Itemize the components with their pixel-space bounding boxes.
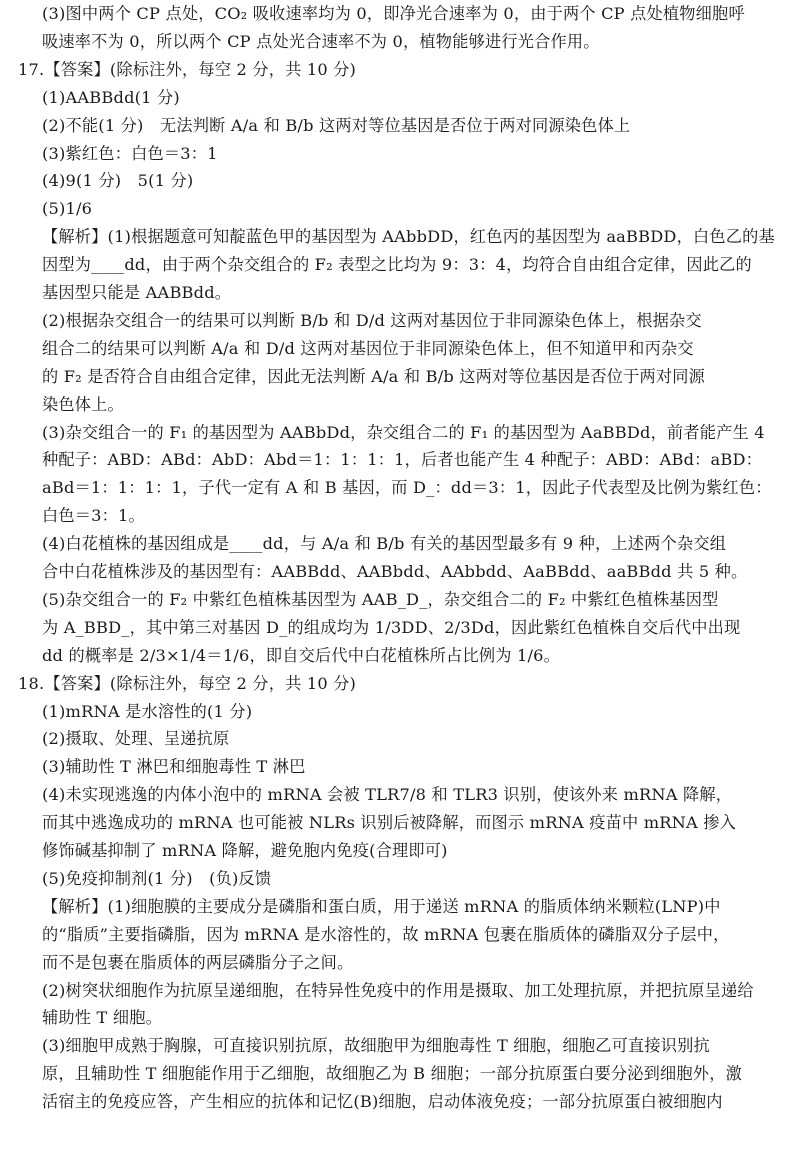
text-line: 染色体上。 (42, 394, 124, 414)
analysis-heading-17: 【解析】(1)根据题意可知靛蓝色甲的基因型为 AAbbDD，红色丙的基因型为 aaBBDD，白色乙的基 (42, 227, 775, 247)
answer-heading-17: 17.【答案】(除标注外，每空 2 分，共 10 分) (18, 59, 357, 79)
text-line: (2)不能(1 分) 无法判断 A/a 和 B/b 这两对等位基因是否位于两对同源染色体上 (42, 115, 631, 135)
text-line: (2)树突状细胞作为抗原呈递细胞，在特异性免疫中的作用是摄取、加工处理抗原，并把抗原呈递给 (42, 980, 754, 1000)
text-line: 的 F₂ 是否符合自由组合定律，因此无法判断 A/a 和 B/b 这两对等位基因是否位于两对同源 (42, 366, 706, 386)
text-line: (3)图中两个 CP 点处，CO₂ 吸收速率均为 0，即净光合速率为 0，由于两个 CP 点处植物细胞呼 (42, 4, 745, 23)
text-line: 的“脂质”主要指磷脂，因为 mRNA 是水溶性的，故 mRNA 包裹在脂质体的磷脂双分子层中， (42, 924, 730, 944)
text-line: 组合二的结果可以判断 A/a 和 D/d 这两对基因位于非同源染色体上，但不知道甲和丙杂交 (42, 338, 694, 358)
text-line: (5)免疫抑制剂(1 分) (负)反馈 (42, 868, 272, 888)
text-line: aBd＝1：1：1：1，子代一定有 A 和 B 基因，而 D_：dd＝3：1，因此子代表型及比例为紫红色： (42, 478, 772, 498)
text-line: 活宿主的免疫应答，产生相应的抗体和记忆(B)细胞，启动体液免疫；一部分抗原蛋白被细胞内 (42, 1092, 723, 1112)
text-line: (2)根据杂交组合一的结果可以判断 B/b 和 D/d 这两对基因位于非同源染色体上，根据杂交 (42, 310, 702, 330)
answer-heading-18: 18.【答案】(除标注外，每空 2 分，共 10 分) (18, 673, 357, 693)
text-line: 原，且辅助性 T 细胞能作用于乙细胞，故细胞乙为 B 细胞；一部分抗原蛋白要分泌到细胞外，激 (42, 1064, 742, 1084)
text-line: 种配子：ABD：ABd：AbD：Abd＝1：1：1：1，后者也能产生 4 种配子：ABD：ABd：aBD： (42, 450, 763, 470)
text-line: (3)细胞甲成熟于胸腺，可直接识别抗原，故细胞甲为细胞毒性 T 细胞，细胞乙可直接识别抗 (42, 1036, 710, 1056)
text-line: 合中白花植株涉及的基因型有：AABBdd、AABbdd、AAbbdd、AaBBdd、aaBBdd 共 5 种。 (42, 562, 748, 581)
text-line: (3)辅助性 T 淋巴和细胞毒性 T 淋巴 (42, 757, 306, 777)
text-line: (2)摄取、处理、呈递抗原 (42, 729, 230, 749)
text-line: 因型为____dd，由于两个杂交组合的 F₂ 表型之比均为 9：3：4，均符合自由组合定律，因此乙的 (42, 255, 752, 275)
text-line: 辅助性 T 细胞。 (42, 1008, 163, 1028)
text-line: 吸速率不为 0，所以两个 CP 点处光合速率不为 0，植物能够进行光合作用。 (42, 31, 600, 51)
text-line: dd 的概率是 2/3×1/4＝1/6，即自交后代中白花植株所占比例为 1/6。 (42, 645, 561, 665)
analysis-heading-18: 【解析】(1)细胞膜的主要成分是磷脂和蛋白质，用于递送 mRNA 的脂质体纳米颗粒(LNP)中 (42, 896, 721, 916)
text-line: 白色＝3：1。 (42, 506, 145, 526)
text-line: (4)白花植株的基因组成是____dd，与 A/a 和 B/b 有关的基因型最多有 9 种，上述两个杂交组 (42, 534, 727, 554)
text-line: 而不是包裹在脂质体的两层磷脂分子之间。 (42, 952, 354, 972)
text-line: (5)杂交组合一的 F₂ 中紫红色植株基因型为 AAB_D_，杂交组合二的 F₂ 中紫红色植株基因型 (42, 589, 719, 609)
text-line: 而其中逃逸成功的 mRNA 也可能被 NLRs 识别后被降解，而图示 mRNA 疫苗中 mRNA 掺入 (42, 813, 737, 833)
text-line: (4)9(1 分) 5(1 分) (42, 171, 194, 191)
text-line: 修饰碱基抑制了 mRNA 降解，避免胞内免疫(合理即可) (42, 841, 448, 860)
text-line: (1)mRNA 是水溶性的(1 分) (42, 701, 253, 721)
text-line: (4)未实现逃逸的内体小泡中的 mRNA 会被 TLR7/8 和 TLR3 识别，使该外来 mRNA 降解， (42, 785, 733, 805)
text-line: (3)紫红色：白色＝3：1 (42, 143, 218, 163)
text-line: (1)AABBdd(1 分) (42, 87, 180, 107)
text-line: (5)1/6 (42, 199, 93, 219)
text-line: (3)杂交组合一的 F₁ 的基因型为 AABbDd，杂交组合二的 F₁ 的基因型为 AaBBDd，前者能产生 4 (42, 422, 765, 442)
text-line: 为 A_BBD_，其中第三对基因 D_的组成均为 1/3DD、2/3Dd，因此紫红色植株自交后代中出现 (42, 617, 741, 637)
text-line: 基因型只能是 AABBdd。 (42, 283, 232, 302)
